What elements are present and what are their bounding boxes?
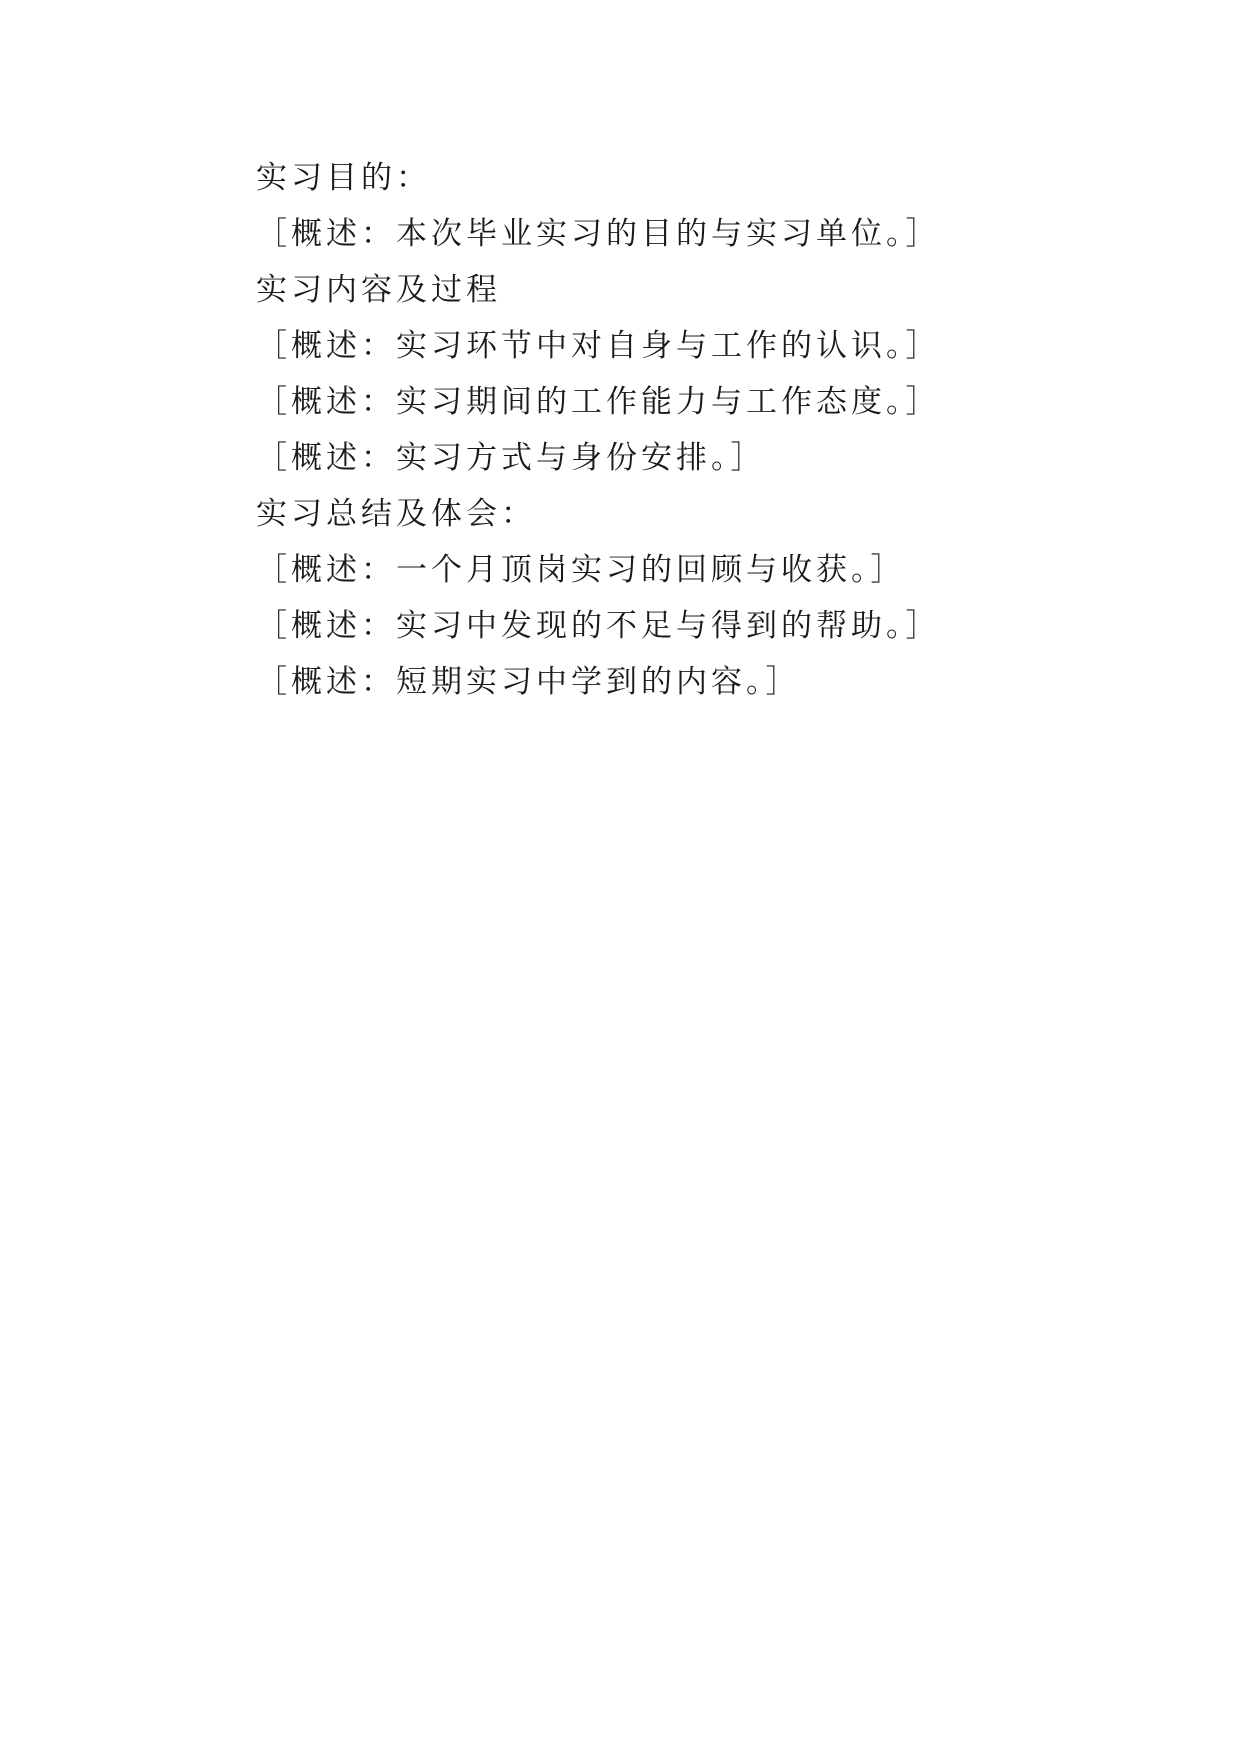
section-heading-content: 实习内容及过程 xyxy=(256,272,501,308)
paragraph-summary-reflection: ［概述：一个月顶岗实习的回顾与收获。］ xyxy=(256,552,906,588)
paragraph-shortcomings: ［概述：实习中发现的不足与得到的帮助。］ xyxy=(256,608,941,644)
paragraph-purpose: ［概述：本次毕业实习的目的与实习单位。］ xyxy=(256,216,941,252)
paragraph-internship-mode: ［概述：实习方式与身份安排。］ xyxy=(256,440,766,476)
section-heading-summary: 实习总结及体会： xyxy=(256,496,536,532)
paragraph-content-intro: ［概述：实习环节中对自身与工作的认识。］ xyxy=(256,328,941,364)
section-heading-purpose: 实习目的： xyxy=(256,160,431,196)
paragraph-work-ability: ［概述：实习期间的工作能力与工作态度。］ xyxy=(256,384,941,420)
paragraph-learned: ［概述：短期实习中学到的内容。］ xyxy=(256,664,801,700)
